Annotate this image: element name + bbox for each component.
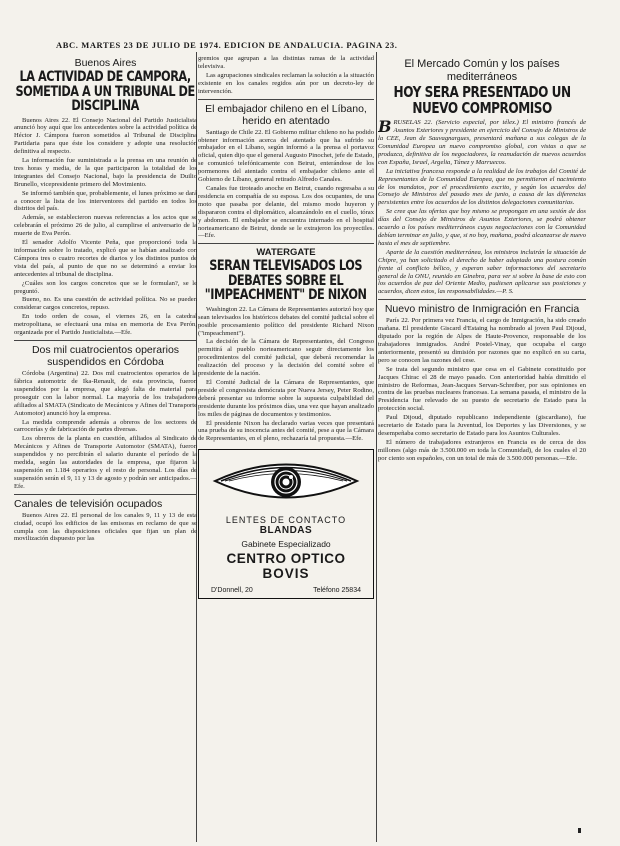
ad-line: Gabinete Especializado [241,539,331,550]
paragraph: Las agrupaciones sindicales reclaman la solución a la situación existente en los canales regidos aún por un decreto-ley de intervención. [198,71,374,95]
column-2 [198,55,374,845]
ad-footer [205,587,367,594]
eye-illustration-icon [211,458,361,504]
story-headline: LA ACTIVIDAD DE CAMPORA, SOMETIDA A UN TRIBUNAL DE DISCIPLINA [15,69,196,114]
paragraph: Se trata del segundo ministro que cesa en el Gabinete constituido por Jacques Chirac el 28 de mayo pasado. Con anterioridad había dimitido el ministro de Reformas, Jean-Jacques Servan-Schreiber, por sus opiniones en contra de las pruebas nucleares francesas. La semana pasada, el ministro de la Presidencia fue relevado de su puesto de secretario de Estado para la protección social. [378,365,586,413]
paragraph: La iniciativa francesa responde a la realidad de los trabajos del Comité de Representantes de la Comunidad Europea, que no permitieron el nacimiento de los mandatos, por el procedimiento escrito, y según los acuerdos del Consejo de Ministros del pasado mes de junio, a causa de las diferencias persistentes entre los acuerdos de los distintos delegaciones comunitarias. [378,167,586,207]
paragraph: Se informó también que, probablemente, el lunes próximo se dará a conocer la lista de los interventores del partido en todos los distritos del país. [14,189,197,213]
paragraph: Los obreros de la planta en cuestión, afiliados al Sindicato de Mecánicos y Afines de Transporte Automotor (SMATA), fueron suspendidos y no percibirán el salario durante el período de la medida, según las autoridades de la empresa, que fijaron la suspensión en 1.184 operarios y el resto de personal. Los días de suspensión serán el 9, 11 y 13 de agosto y podrán ser anticipados.—Efe. [14,435,197,490]
paragraph: Además, se establecieron nuevas referencias a los actos que se celebrarán el próximo 26 de julio, al cumplirse el aniversario de la muerte de Eva Perón. [14,214,197,238]
paragraph: Paul Dijoud, diputado republicano independiente (giscardiano), fue secretario de Estado para la Juventud, los Deportes y las Diversiones, y se desempeñaba como secretario de Estado para los Asuntos Culturales. [378,414,586,437]
story-body [378,119,586,296]
story-headline: Dos mil cuatrocientos operarios suspendidos en Córdoba [31,343,180,369]
story-headline: Nuevo ministro de Inmigración en Francia [384,303,580,316]
story-body [14,370,197,491]
paragraph: Santiago de Chile 22. El Gobierno militar chileno no ha podido obtener información acerca del atentado que ha sufrido su embajador en el Líbano, según informó a la prensa el portavoz oficial, quien dijo que el general Augusto Pinochet, jefe de Estado, se comunicó telefónicamente con Beirut, enterándose de los pormenores del atentado contra el embajador chileno ante el Gobierno de Líbano, general retirado Alfredo Canales. [198,128,374,184]
story-body [378,317,586,462]
story-headline: Canales de televisión ocupados [14,497,163,510]
paragraph: El presidente Nixon ha declarado varias veces que presentará una prueba de su inocencia antes del comité, pese a que la Cámara de Representantes, en el pleno, rechazaría tal propuesta.—Efe. [198,419,374,443]
divider [378,299,586,300]
column-3 [378,55,586,845]
running-head: ABC. MARTES 23 DE JULIO DE 1974. EDICION DE ANDALUCIA. PAGINA 23. [56,40,398,50]
paragraph: La decisión de la Cámara de Representantes, del Congreso permitirá al pueblo norteamericano seguir directamente los procedimientos del comité judicial, que deberá recomendar la realización del proceso y la decisión del comité sobre el presidente de la nación. [198,338,374,378]
ad-brand: CENTRO OPTICO [226,551,346,567]
paragraph: Aparte de la cuestión mediterránea, los ministros incluirán la situación de Chipre, ya han solicitado el derecho de haber adoptado una postura común frente al conflicto bélico, y esperan saber informaciones del secretario general de la ONU, reunido en Ginebra, para ver si sobre la base de esto con los acuerdos de paz del Oriente Medio, pudiesen aplicarse sus posiciones y acuerdos, dicen estos, las responsabilidades.—P. S. [378,248,586,296]
paragraph: París 22. Por primera vez Francia, el cargo de Inmigración, ha sido creado mañana. El presidente Giscard d'Estaing ha nombrado al joven Paul Dijoud, diputado por la región de Alpes de Haute-Provence, responsable de los trabajadores inmigrados. André Postel-Vinay, que ocupaba el cargo anteriormente, presentó su dimisión por razones que no explicó en su carta, pero se conocen las razones del cese. [378,317,586,364]
divider [14,494,197,495]
paragraph: ¿Cuáles son los cargos concretos que se le formulan?, se le preguntó. [14,279,197,295]
paragraph: Bueno, no. Es una cuestión de actividad política. No se pueden considerar cargos concretos, repuso. [14,296,197,312]
paragraph: La medida comprende además a obreros de los sectores de carrocerías y de fabricación de partes diversas. [14,418,197,434]
story-body [198,129,374,241]
dropcap: B [378,117,392,137]
paragraph: Se cree que las ofertas que hoy mismo se propongan en una sesión de dos días del Consejo de Ministros de Asuntos Exteriores, se podrá obtener acuerdo a los países mediterráneos cuyas negociaciones con la Comunidad debían terminar en julio, y que, si no hoy, mañana, podrá alcanzarse de nuevo hasta el mes de septiembre. [378,208,586,247]
paragraph: El Comité Judicial de la Cámara de Representantes, que preside el congresista demócrata por Nueva Jersey, Peter Rodino, deberá presentar su informe sobre la supuesta culpabilidad del presidente durante los próximos días, una vez que hayan analizado los miles de páginas de documentos y testimonios. [198,379,374,418]
story-headline: El embajador chileno en el Líbano, herido en atentado [205,102,367,127]
ad-line: BLANDAS [259,525,313,537]
story-body [14,117,197,337]
advertisement [198,449,374,599]
story-kicker: WATERGATE [256,247,316,259]
story-body [198,55,374,96]
end-mark [578,828,581,833]
ad-line: LENTES DE CONTACTO [225,515,347,526]
paragraph: El senador Adolfo Vicente Peña, que proporcionó toda la información sobre lo tratado, explicó que se habían analizado con Cámpora tres o cuatro recortes de diarios y los distintos puntos de vista del país, al punto de que no se determinó a enviar los antecedentes al tribunal de disciplina. [14,239,197,278]
divider [198,99,374,100]
paragraph [378,119,586,166]
paragraph: Washington 22. La Cámara de Representantes autorizó hoy que sean televisados los históricos debates del comité judicial sobre el posible procesamiento político del presidente Richard Nixon ("impeachment"). [198,305,374,337]
story-body [198,306,374,443]
ad-phone: Teléfono 25834 [313,587,361,595]
paragraph: El número de trabajadores extranjeros en Francia es de cerca de dos millones (algo más de 3.500.000 en toda la Comunidad), de los cuales el 20 por ciento son españoles, con un total de más de 3.500.000 personas.—Efe. [378,438,586,462]
story-headline: SERAN TELEVISADOS LOS DEBATES SOBRE EL "IMPEACHMENT" DE NIXON [205,258,367,304]
paragraph: Buenos Aires 22. El personal de los canales 9, 11 y 13 de esta ciudad, ocupó los edificios de las emisoras en reclamo de que se cumpla con las disposiciones oficiales que fijan un plan de movilización dispuesto por las [14,511,197,543]
story-kicker: Buenos Aires [74,57,137,69]
column-rule [376,52,377,842]
paragraph: Buenos Aires 22. El Consejo Nacional del Partido Justicialista anunció hoy aquí que los antecedentes sobre la actividad política de Héctor J. Cámpora fueron sometidos al Tribunal de Disciplina Partidaria para que éste los considere y adopte una resolución definitiva al respecto. [14,116,197,156]
paragraph: La información fue suministrada a la prensa en una reunión de tres horas y media, de la que participaron la totalidad de los integrantes del Consejo Nacional, bajo la presidencia de Duilio Brunello, vicepresidente primero del Movimiento. [14,157,197,188]
divider [198,243,374,244]
divider [14,340,197,341]
ad-brand: BOVIS [262,566,310,582]
column-1 [14,55,197,845]
paragraph: Canales fue tiroteado anoche en Beirut, cuando regresaba a su residencia en compañía de su esposa. Los dos ocupantes, de una moto que pasaba por delante, del mismo modo huyeron y dispararon contra el diplomático, alcanzándolo en el cuello, tórax y abdomen. El embajador se encuentra internado en el hospital norteamericano de Beirut, donde se le extrajeron los proyectiles.—Efe. [198,185,374,240]
story-body [14,512,197,544]
paragraph: Córdoba (Argentina) 22. Dos mil cuatrocientos operarios de la fábrica automotriz de Ika-Renault, de esta provincia, fueron suspendidos por la empresa, que alegó falta de material para proseguir con la labor normal. La mayoría de los trabajadores afiliados al SMATA (Sindicato de Mecánicos y Afines del Transporte Automotor) anunció hoy la empresa. [14,370,197,417]
paragraph: En todo orden de cosas, el viernes 26, en la catedral metropolitana, se efectuará una misa en memoria de Eva Perón, organizada por el Partido Justicialista.—Efe. [14,313,197,337]
paragraph-text: RUSELAS 22. (Servicio especial, por télex.) El ministro francés de Asuntos Exteriores y presidente en ejercicio del Consejo de Ministros de la CEE, Jean de Sauvagnargues, presentará mañana a sus colegas de la Comunidad Europea un nuevo compromiso global, con vistas a que se produzca, definitiva de los negociadores, la reanudación de nuevos acuerdos con España, Israel, Argelia, Túnez y Marruecos. [378,119,586,166]
story-headline: HOY SERA PRESENTADO UN NUEVO COMPROMISO [393,83,571,117]
ad-address: D'Donnell, 20 [211,587,253,595]
story-headline-top: El Mercado Común y los países mediterráneos [404,58,560,83]
paragraph: gremios que agrupan a las distintas ramas de la actividad televisiva. [198,55,374,70]
